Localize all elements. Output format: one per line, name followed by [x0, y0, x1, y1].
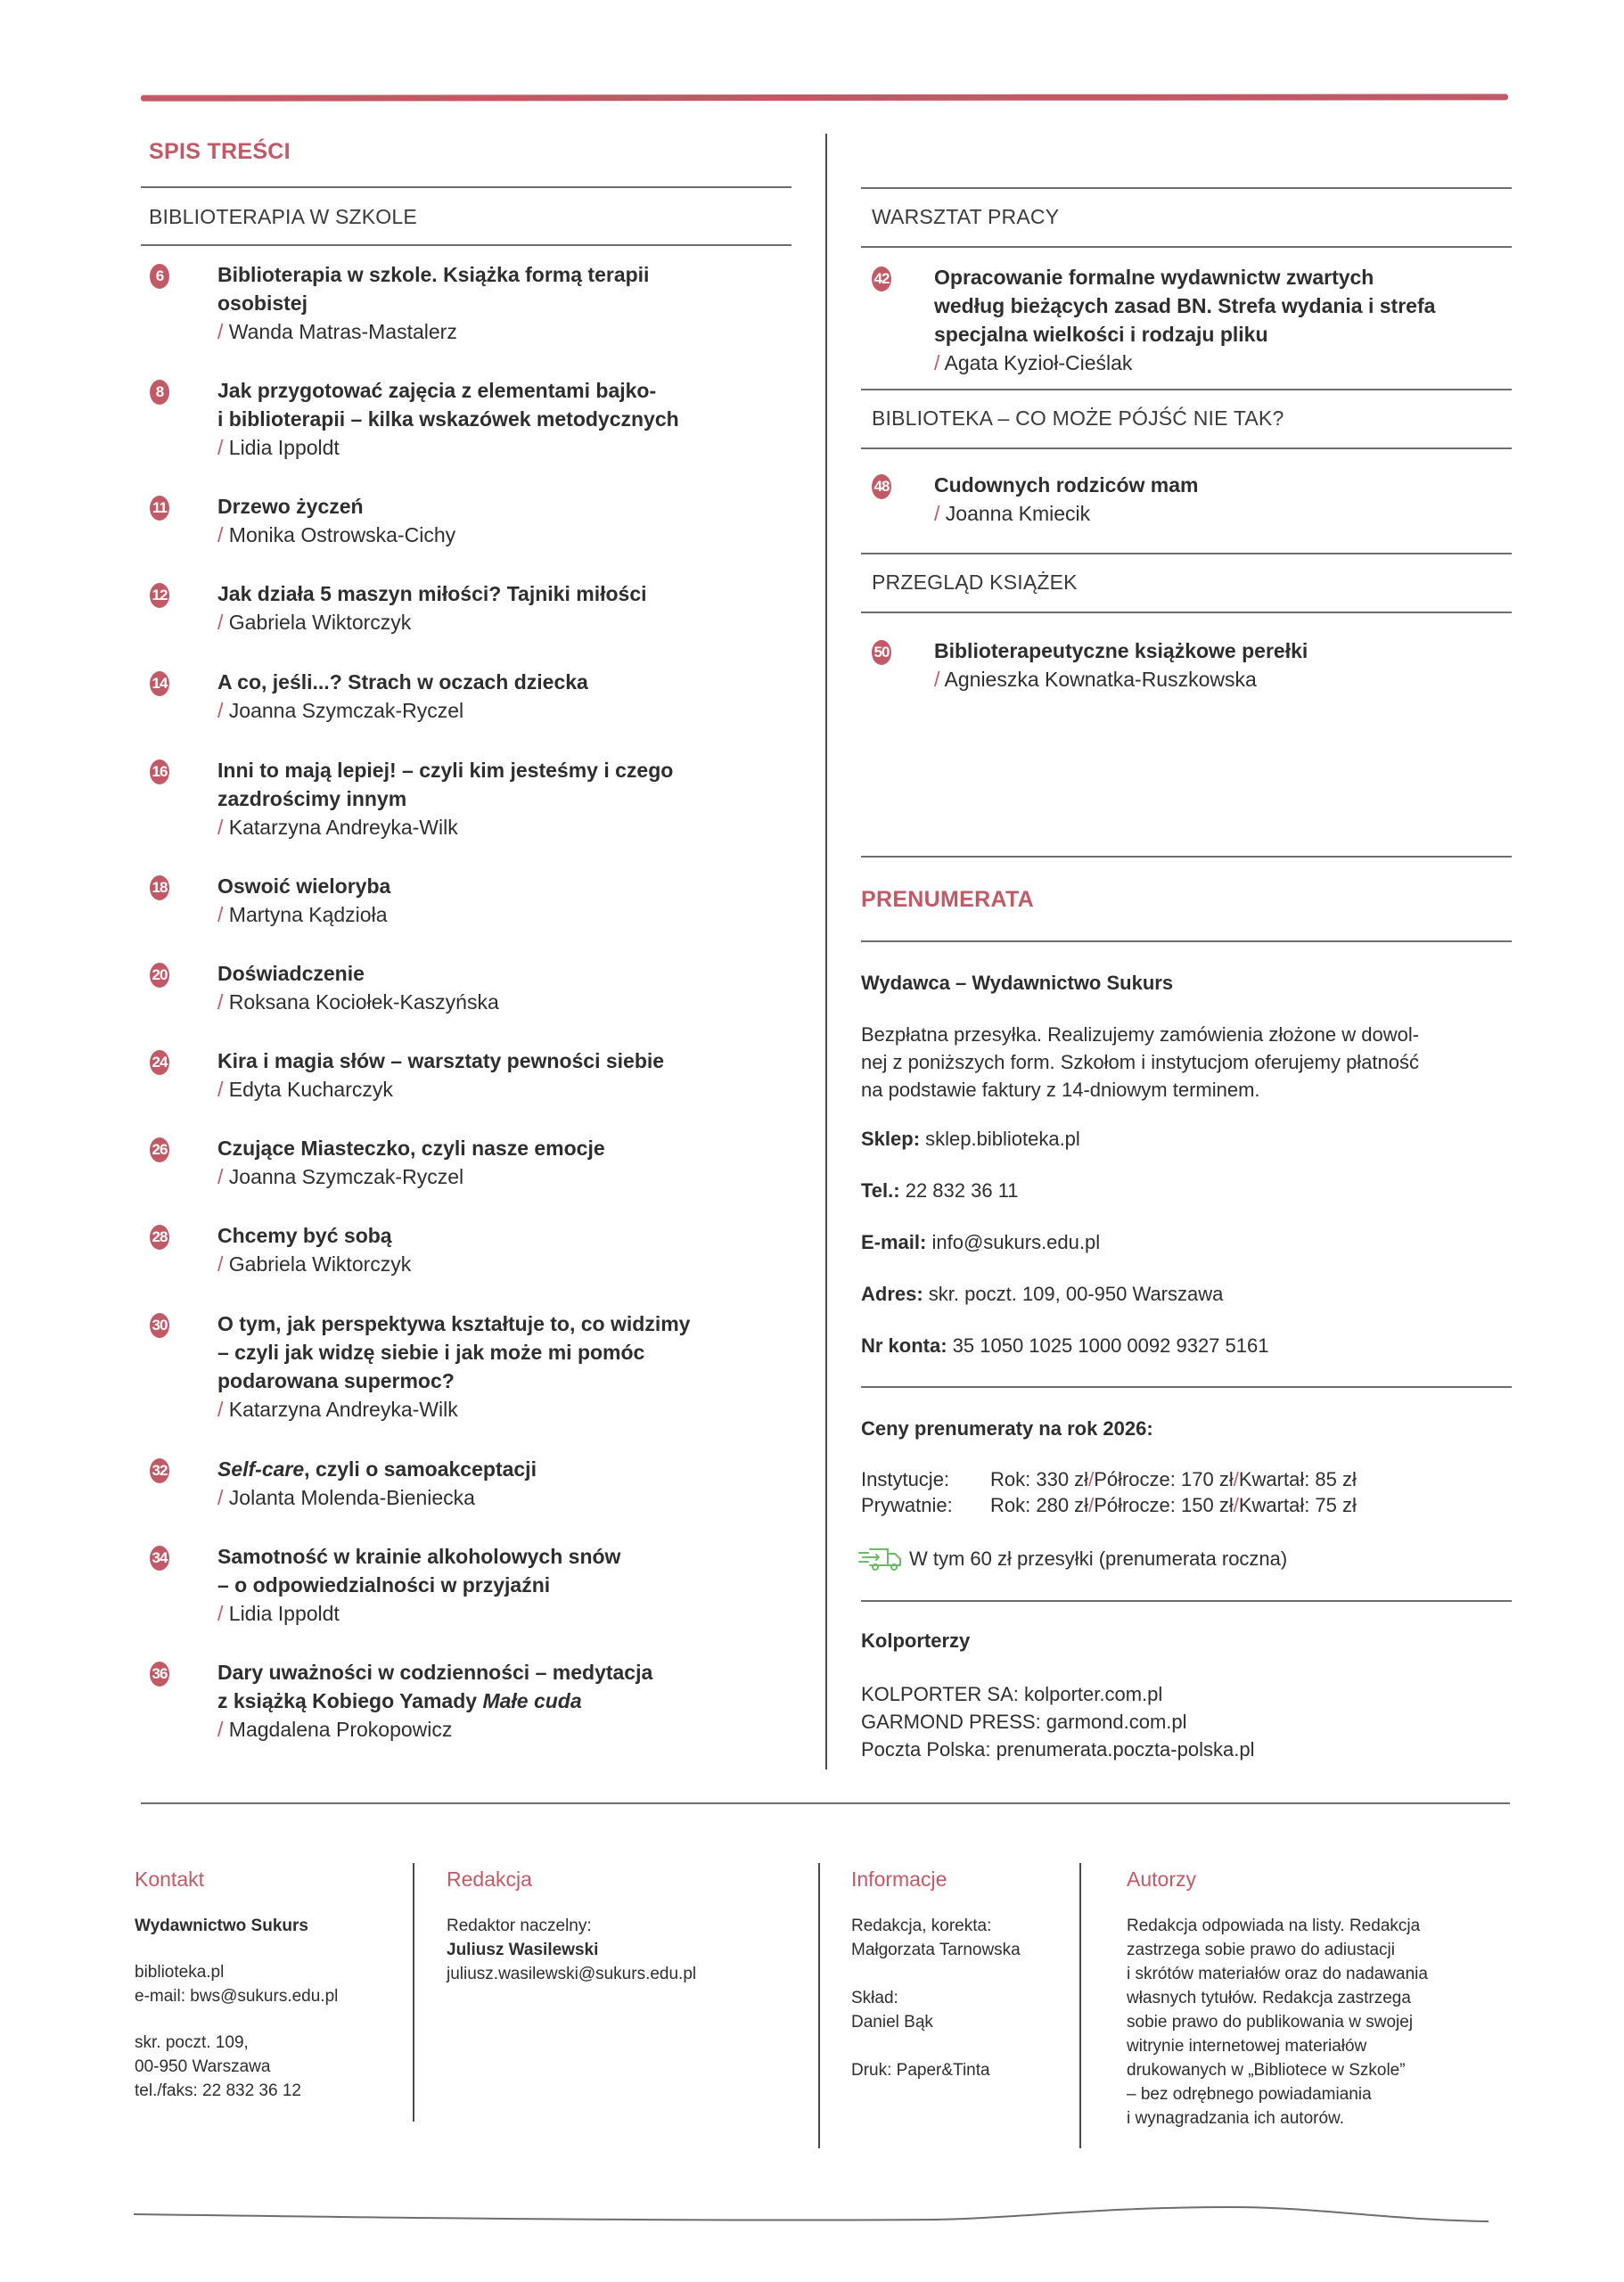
footer-autorzy: Autorzy Redakcja odpowiada na listy. Redakcja zastrzega sobie prawo do adiustacji i skrótów materiałów oraz do nadawania własnych tytułów. Redakcja zastrzega sobie prawo do publikowania w swojej witrynie internetowej materiałów drukowanych w „Bibliotece w Szkole” – bez odrębnego powiadamiania i wynagradzania ich autorów.	[1127, 1867, 1428, 2128]
entry-title: Jak działa 5 maszyn miłości? Tajniki miłości	[217, 582, 647, 605]
footer-redakcja: Redakcja Redaktor naczelny: Juliusz Wasilewski juliusz.wasilewski@sukurs.edu.pl	[447, 1867, 696, 1986]
slash-icon: /	[217, 816, 229, 839]
entry-title: specjalna wielkości i rodzaju pliku	[934, 323, 1268, 346]
page-badge: 42	[872, 267, 891, 291]
publisher: Wydawca – Wydawnictwo Sukurs	[861, 972, 1174, 994]
email-link[interactable]: E-mail: info@sukurs.edu.pl	[861, 1231, 1101, 1253]
entry-title: – czyli jak widzę siebie i jak może mi pomóc	[217, 1341, 645, 1364]
divider	[861, 187, 1512, 189]
toc-entry[interactable]	[150, 959, 499, 1016]
toc-entry[interactable]	[150, 872, 390, 929]
divider	[861, 553, 1512, 554]
footer-divider	[141, 1802, 1510, 1804]
slash-icon: /	[217, 903, 229, 926]
entry-title: Kira i magia słów – warsztaty pewności siebie	[217, 1049, 665, 1072]
toc-entry[interactable]	[872, 263, 1435, 377]
entry-title: Biblioterapia w szkole. Książka formą terapii	[217, 263, 650, 286]
slash-icon: /	[217, 990, 229, 1014]
entry-title: Self-care, czyli o samoakceptacji	[217, 1457, 537, 1481]
page-badge: 14	[150, 671, 169, 696]
page-badge: 11	[150, 496, 169, 521]
slash-icon: /	[217, 699, 229, 722]
footer-column-divider	[1079, 1863, 1081, 2148]
footer-heading: Informacje	[851, 1867, 947, 1891]
divider	[861, 1600, 1512, 1602]
toc-entry[interactable]	[872, 471, 1198, 528]
truck-icon	[857, 1546, 904, 1572]
slash-icon: /	[217, 1078, 229, 1101]
page-badge: 20	[150, 963, 169, 988]
entry-title: Biblioterapeutyczne książkowe perełki	[934, 639, 1308, 662]
page-badge: 12	[150, 583, 169, 608]
entry-title: osobistej	[217, 291, 308, 315]
entry-title: i biblioterapii – kilka wskazówek metodycznych	[217, 407, 679, 431]
toc-entry[interactable]	[150, 1047, 664, 1104]
page-badge: 48	[872, 474, 891, 499]
entry-title: podarowana supermoc?	[217, 1369, 455, 1392]
page-badge: 32	[150, 1458, 169, 1483]
toc-title: SPIS TREŚCI	[149, 139, 291, 164]
entry-author: / Roksana Kociołek-Kaszyńska	[217, 990, 499, 1014]
entry-title: Jak przygotować zajęcia z elementami bajko-	[217, 379, 657, 402]
entry-author: / Gabriela Wiktorczyk	[217, 611, 412, 634]
toc-entry[interactable]	[150, 1542, 620, 1628]
divider	[141, 244, 791, 246]
entry-title: Cudownych rodziców mam	[934, 473, 1199, 497]
distributors-title: Kolporterzy	[861, 1629, 971, 1652]
slash-icon: /	[217, 523, 229, 546]
shipping-note: W tym 60 zł przesyłki (prenumerata roczna)	[857, 1545, 1287, 1572]
section-label-warsztat: WARSZTAT PRACY	[872, 205, 1060, 228]
account-number: Nr konta: 35 1050 1025 1000 0092 9327 5161	[861, 1334, 1269, 1357]
footer-column-divider	[413, 1863, 414, 2122]
entry-title: A co, jeśli...? Strach w oczach dziecka	[217, 670, 588, 694]
footer-heading: Autorzy	[1127, 1867, 1196, 1891]
entry-title: – o odpowiedzialności w przyjaźni	[217, 1573, 551, 1597]
prenumerata-title: PRENUMERATA	[861, 887, 1035, 912]
entry-author: / Jolanta Molenda-Bieniecka	[217, 1486, 475, 1509]
slash-icon: /	[217, 611, 229, 634]
divider	[861, 447, 1512, 449]
toc-entry[interactable]	[150, 1658, 652, 1744]
divider	[861, 1386, 1512, 1388]
entry-title: Samotność w krainie alkoholowych snów	[217, 1545, 621, 1568]
slash-icon: /	[217, 1602, 229, 1625]
shop-link[interactable]: Sklep: sklep.biblioteka.pl	[861, 1128, 1080, 1150]
footer-kontakt: Kontakt Wydawnictwo Sukurs biblioteka.pl e-mail: bws@sukurs.edu.pl skr. poczt. 109, 00-950 Warszawa tel./faks: 22 832 36 12	[135, 1867, 339, 2100]
entry-title: według bieżących zasad BN. Strefa wydania i strefa	[934, 294, 1436, 317]
entry-author: / Joanna Szymczak-Ryczel	[217, 699, 464, 722]
divider	[861, 856, 1512, 858]
divider	[861, 612, 1512, 613]
section-label-przeglad: PRZEGLĄD KSIĄŻEK	[872, 570, 1078, 594]
slash-icon: /	[217, 1486, 229, 1509]
toc-entry[interactable]	[150, 492, 455, 549]
entry-title: Dary uważności w codzienności – medytacja	[217, 1661, 653, 1684]
slash-icon: /	[934, 351, 945, 374]
slash-icon: /	[217, 1718, 229, 1741]
entry-author: / Edyta Kucharczyk	[217, 1078, 393, 1101]
footer-heading: Redakcja	[447, 1867, 532, 1891]
toc-entry[interactable]	[150, 1309, 690, 1424]
phone: Tel.: 22 832 36 11	[861, 1179, 1019, 1202]
section-label-biblioterapia: BIBLIOTERAPIA W SZKOLE	[149, 205, 417, 228]
entry-author: / Martyna Kądzioła	[217, 903, 388, 926]
page-badge: 26	[150, 1137, 169, 1162]
entry-author: / Lidia Ippoldt	[217, 436, 340, 459]
entry-author: / Joanna Kmiecik	[934, 502, 1091, 525]
slash-icon: /	[217, 1398, 229, 1421]
footer-heading: Kontakt	[135, 1867, 204, 1891]
entry-author: / Monika Ostrowska-Cichy	[217, 523, 456, 546]
entry-author: / Katarzyna Andreyka-Wilk	[217, 1398, 458, 1421]
entry-author: / Agata Kyzioł-Cieślak	[934, 351, 1133, 374]
slash-icon: /	[217, 1165, 229, 1188]
prices-title: Ceny prenumeraty na rok 2026:	[861, 1417, 1153, 1440]
distributor-link[interactable]: KOLPORTER SA: kolporter.com.pl	[861, 1683, 1163, 1705]
toc-entry[interactable]	[150, 579, 647, 636]
entry-author: / Agnieszka Kownatka-Ruszkowska	[934, 668, 1257, 691]
section-label-biblioteka: BIBLIOTEKA – CO MOŻE PÓJŚĆ NIE TAK?	[872, 406, 1284, 430]
slash-icon: /	[217, 1252, 229, 1276]
toc-entry[interactable]	[150, 668, 588, 725]
toc-entry[interactable]	[150, 1134, 605, 1191]
toc-entry[interactable]	[150, 1455, 537, 1512]
entry-author: / Magdalena Prokopowicz	[217, 1718, 453, 1741]
footer-informacje: Informacje Redakcja, korekta: Małgorzata Tarnowska Skład: Daniel Bąk Druk: Paper&Tinta	[851, 1867, 1021, 2080]
page-badge: 34	[150, 1546, 169, 1571]
entry-author: / Joanna Szymczak-Ryczel	[217, 1165, 464, 1188]
toc-entry[interactable]	[150, 260, 649, 346]
toc-entry[interactable]	[150, 376, 679, 462]
footer-column-divider	[818, 1863, 820, 2148]
entry-author: / Wanda Matras-Mastalerz	[217, 320, 457, 343]
page-badge: 50	[872, 640, 891, 665]
toc-entry[interactable]	[150, 756, 673, 841]
entry-title: Czujące Miasteczko, czyli nasze emocje	[217, 1137, 605, 1160]
divider	[861, 246, 1512, 248]
slash-icon: /	[934, 668, 945, 691]
top-accent-bar	[141, 94, 1508, 101]
slash-icon: /	[934, 502, 946, 525]
page-badge: 30	[150, 1313, 169, 1338]
entry-title: Drzewo życzeń	[217, 495, 364, 518]
page-badge: 24	[150, 1050, 169, 1075]
entry-author: / Katarzyna Andreyka-Wilk	[217, 816, 458, 839]
page-badge: 6	[150, 264, 169, 289]
entry-title: Chcemy być sobą	[217, 1224, 392, 1247]
entry-title: Oswoić wieloryba	[217, 874, 391, 898]
slash-icon: /	[217, 320, 229, 343]
page-badge: 8	[150, 380, 169, 405]
email-link[interactable]: e-mail: bws@sukurs.edu.pl	[135, 1987, 339, 2006]
slash-icon: /	[217, 436, 229, 459]
entry-title: Inni to mają lepiej! – czyli kim jesteśmy i czego	[217, 759, 674, 782]
bottom-wavy-rule	[134, 2202, 1506, 2229]
entry-title: Doświadczenie	[217, 962, 365, 985]
email-link[interactable]: juliusz.wasilewski@sukurs.edu.pl	[447, 1965, 697, 1983]
divider	[861, 940, 1512, 942]
page-badge: 16	[150, 759, 169, 784]
distributor-link[interactable]: GARMOND PRESS: garmond.com.pl	[861, 1711, 1187, 1733]
page-badge: 28	[150, 1225, 169, 1250]
entry-author: / Lidia Ippoldt	[217, 1602, 340, 1625]
price-row-private: Prywatnie: Rok: 280 zł / Półrocze: 150 zł / Kwartał: 75 zł	[861, 1494, 1357, 1516]
distributors-list	[861, 1680, 1254, 1763]
price-row-institutions: Instytucje: Rok: 330 zł / Półrocze: 170 zł / Kwartał: 85 zł	[861, 1468, 1357, 1490]
entry-title: Opracowanie formalne wydawnictw zwartych	[934, 266, 1374, 289]
column-divider	[825, 134, 827, 1769]
distributor-link[interactable]: Poczta Polska: prenumerata.poczta-polska.pl	[861, 1738, 1255, 1761]
page-badge: 36	[150, 1662, 169, 1687]
price-table	[861, 1466, 1357, 1518]
entry-title: z książką Kobiego Yamady Małe cuda	[217, 1689, 582, 1712]
entry-title: O tym, jak perspektywa kształtuje to, co widzimy	[217, 1312, 691, 1335]
entry-title: zazdrościmy innym	[217, 787, 407, 810]
entry-author: / Gabriela Wiktorczyk	[217, 1252, 412, 1276]
toc-entry[interactable]	[150, 1221, 411, 1278]
toc-entry[interactable]	[872, 636, 1308, 694]
divider	[861, 389, 1512, 390]
prenumerata-description: Bezpłatna przesyłka. Realizujemy zamówienia złożone w dowol- nej z poniższych form. Szkołom i instytucjom oferujemy płatność na podstawie faktury z 14-dniowym terminem.	[861, 1023, 1420, 1101]
divider	[141, 186, 791, 188]
website-link[interactable]: biblioteka.pl	[135, 1963, 225, 1982]
address: Adres: skr. poczt. 109, 00-950 Warszawa	[861, 1283, 1224, 1305]
page-badge: 18	[150, 875, 169, 900]
